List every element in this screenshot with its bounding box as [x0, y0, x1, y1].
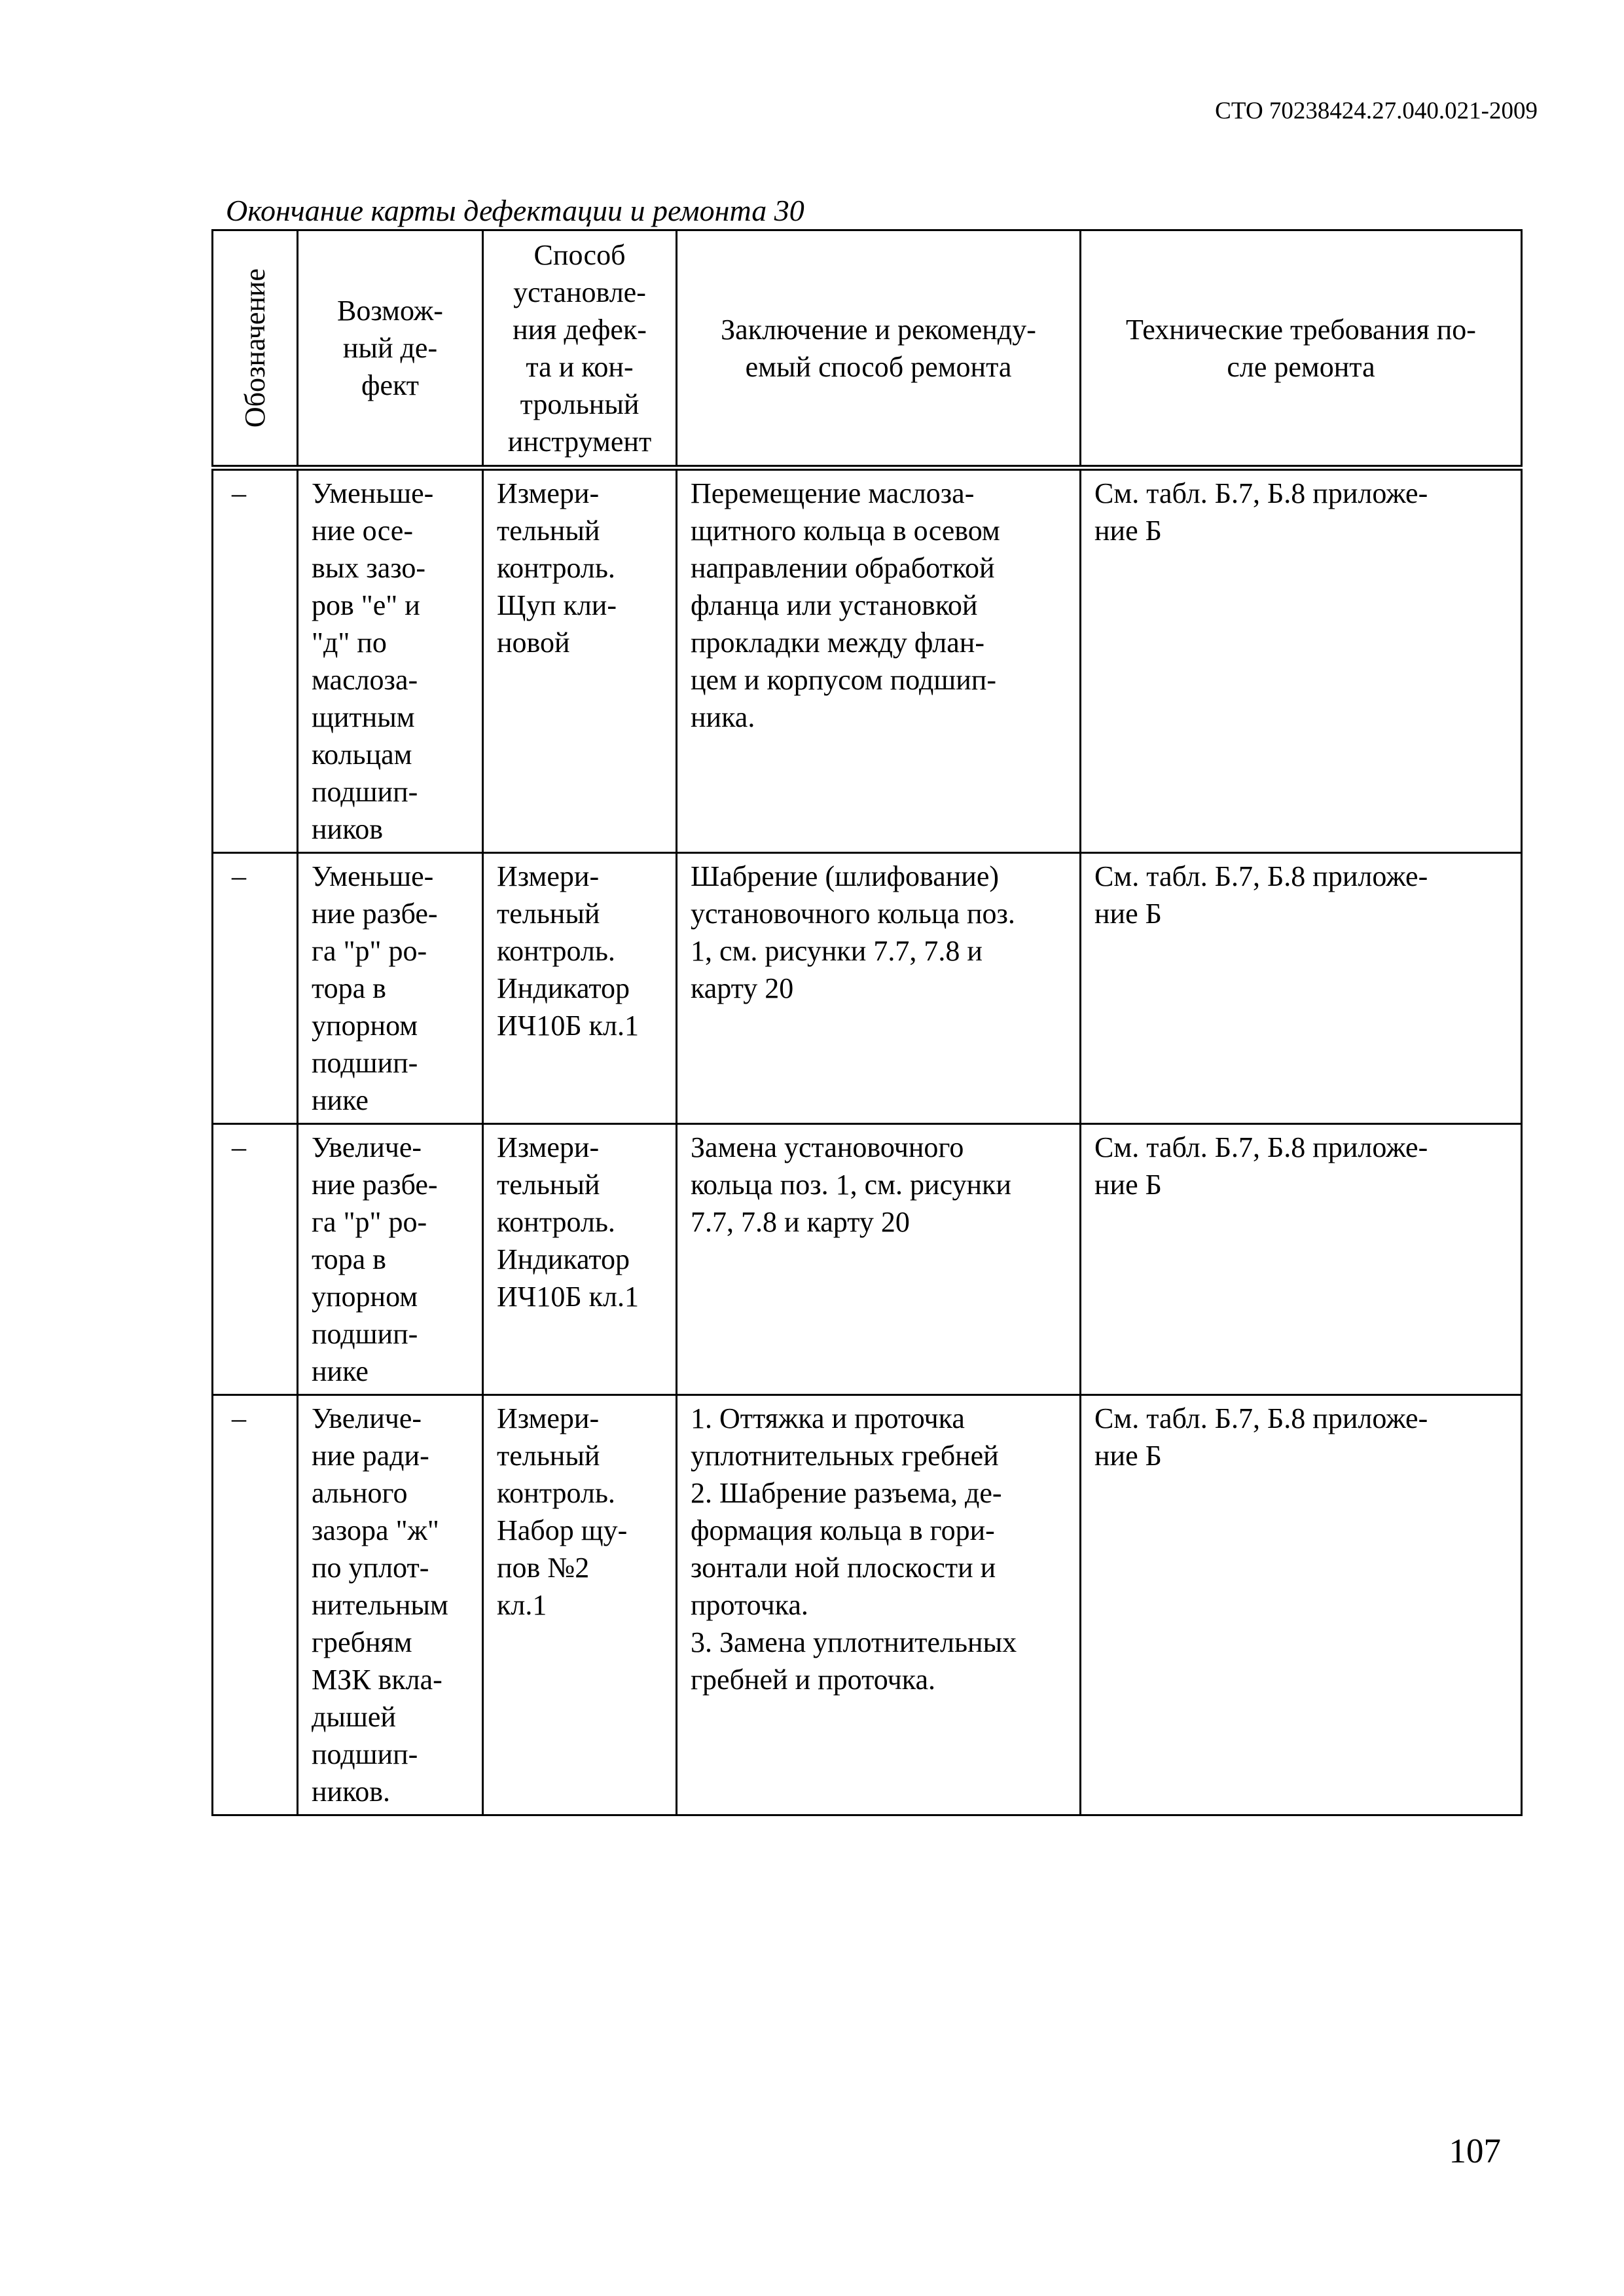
document-code: СТО 70238424.27.040.021-2009	[1215, 98, 1538, 124]
table-row	[213, 1124, 1522, 1395]
page-number: 107	[1449, 2132, 1501, 2170]
cell-designation: –	[213, 1395, 298, 1815]
cell-designation: –	[213, 468, 298, 853]
cell-requirements: См. табл. Б.7, Б.8 приложе- ние Б	[1081, 1124, 1522, 1395]
cell-conclusion: 1. Оттяжка и проточка уплотнительных гребней 2. Шабрение разъема, де- формация кольца в гори- зонтали ной плоскости и проточка. 3. Замена уплотнительных гребней и проточка.	[677, 1395, 1081, 1815]
header-designation	[213, 230, 298, 468]
cell-defect: Уменьше- ние осе- вых зазо- ров "е" и "д" по маслоза- щитным кольцам подшип- ников	[298, 468, 483, 853]
defect-repair-table	[211, 229, 1523, 1816]
header-designation-label: Обозначение	[239, 268, 271, 428]
table-header-row	[213, 230, 1522, 468]
header-requirements: Технические требования по- сле ремонта	[1081, 230, 1522, 468]
table-row	[213, 853, 1522, 1124]
cell-conclusion: Замена установочного кольца поз. 1, см. рисунки 7.7, 7.8 и карту 20	[677, 1124, 1081, 1395]
header-conclusion: Заключение и рекоменду- емый способ ремонта	[677, 230, 1081, 468]
cell-defect: Увеличе- ние разбе- га "р" ро- тора в упорном подшип- нике	[298, 1124, 483, 1395]
table-caption: Окончание карты дефектации и ремонта 30	[226, 194, 804, 227]
cell-designation: –	[213, 853, 298, 1124]
cell-requirements: См. табл. Б.7, Б.8 приложе- ние Б	[1081, 853, 1522, 1124]
table-row	[213, 1395, 1522, 1815]
cell-requirements: См. табл. Б.7, Б.8 приложе- ние Б	[1081, 468, 1522, 853]
cell-defect: Увеличе- ние ради- ального зазора "ж" по уплот- нительным гребням МЗК вкла- дышей подшип- ников.	[298, 1395, 483, 1815]
cell-detection-method: Измери- тельный контроль. Индикатор ИЧ10Б кл.1	[483, 853, 677, 1124]
cell-defect: Уменьше- ние разбе- га "р" ро- тора в упорном подшип- нике	[298, 853, 483, 1124]
cell-detection-method: Измери- тельный контроль. Индикатор ИЧ10Б кл.1	[483, 1124, 677, 1395]
table-row	[213, 468, 1522, 853]
cell-conclusion: Перемещение маслоза- щитного кольца в осевом направлении обработкой фланца или установкой прокладки между флан- цем и корпусом подшип- ника.	[677, 468, 1081, 853]
header-defect: Возмож- ный де- фект	[298, 230, 483, 468]
cell-requirements: См. табл. Б.7, Б.8 приложе- ние Б	[1081, 1395, 1522, 1815]
cell-designation: –	[213, 1124, 298, 1395]
header-detection-method: Способ установле- ния дефек- та и кон- трольный инструмент	[483, 230, 677, 468]
cell-detection-method: Измери- тельный контроль. Набор щу- пов №2 кл.1	[483, 1395, 677, 1815]
cell-detection-method: Измери- тельный контроль. Щуп кли- новой	[483, 468, 677, 853]
cell-conclusion: Шабрение (шлифование) установочного кольца поз. 1, см. рисунки 7.7, 7.8 и карту 20	[677, 853, 1081, 1124]
